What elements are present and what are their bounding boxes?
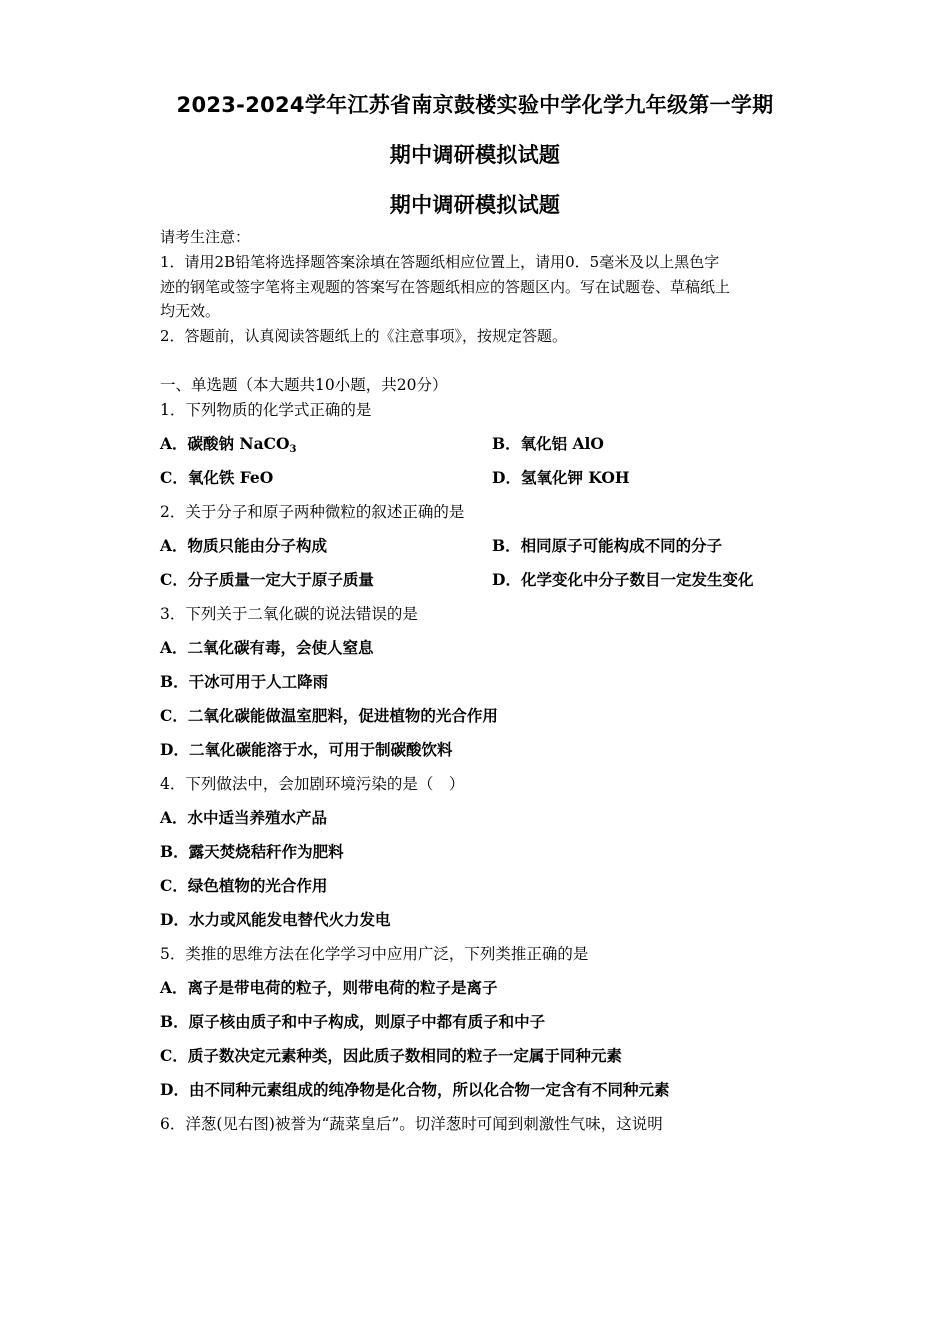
title-line-2: 期中调研模拟试题 xyxy=(389,143,561,167)
question-2-option-d: D．化学变化中分子数目一定发生变化 xyxy=(492,570,754,589)
question-3-option-d: D．二氧化碳能溶于水，可用于制碳酸饮料 xyxy=(160,740,453,759)
question-5-stem: 5．类推的思维方法在化学学习中应用广泛，下列类推正确的是 xyxy=(160,945,589,963)
notice-item-1-line-2: 迹的钢笔或签字笔将主观题的答案写在答题纸相应的答题区内。写在试题卷、草稿纸上 xyxy=(160,278,731,296)
question-2-option-c: C．分子质量一定大于原子质量 xyxy=(160,570,374,589)
notice-heading: 请考生注意： xyxy=(160,228,251,246)
question-5-option-d: D．由不同种元素组成的纯净物是化合物，所以化合物一定含有不同种元素 xyxy=(160,1080,670,1099)
question-5-option-c: C．质子数决定元素种类，因此质子数相同的粒子一定属于同种元素 xyxy=(160,1046,622,1065)
question-1-option-a xyxy=(160,434,296,460)
notice-item-2: 2．答题前，认真阅读答题纸上的《注意事项》，按规定答题。 xyxy=(160,327,568,345)
question-4-option-b: B．露天焚烧秸秆作为肥料 xyxy=(160,842,344,861)
question-2-option-a: A．物质只能由分子构成 xyxy=(160,536,328,555)
notice-item-1-line-1: 1．请用2B铅笔将选择题答案涂填在答题纸相应位置上，请用0．5毫米及以上黑色字 xyxy=(160,253,720,271)
question-1-stem: 1．下列物质的化学式正确的是 xyxy=(160,401,372,419)
question-2-stem: 2．关于分子和原子两种微粒的叙述正确的是 xyxy=(160,503,465,521)
question-6-stem: 6．洋葱(见右图)被誉为“蔬菜皇后”。切洋葱时可闻到刺激性气味，这说明 xyxy=(160,1115,663,1133)
question-2-option-b: B．相同原子可能构成不同的分子 xyxy=(492,536,723,555)
title-line-1: 2023-2024学年江苏省南京鼓楼实验中学化学九年级第一学期 xyxy=(176,93,774,117)
question-3-stem: 3．下列关于二氧化碳的说法错误的是 xyxy=(160,605,418,623)
question-1-option-c: C．氧化铁 FeO xyxy=(160,468,274,487)
notice-item-1-line-3: 均无效。 xyxy=(160,302,221,320)
section-heading: 一、单选题（本大题共10小题，共20分） xyxy=(160,376,448,394)
question-4-option-c: C．绿色植物的光合作用 xyxy=(160,876,328,895)
question-5-option-b: B．原子核由质子和中子构成，则原子中都有质子和中子 xyxy=(160,1012,546,1031)
question-3-option-a: A．二氧化碳有毒，会使人窒息 xyxy=(160,638,374,657)
question-4-option-a: A．水中适当养殖水产品 xyxy=(160,808,328,827)
question-3-option-b: B．干冰可用于人工降雨 xyxy=(160,672,329,691)
question-3-option-c: C．二氧化碳能做温室肥料，促进植物的光合作用 xyxy=(160,706,498,725)
question-1-option-a-subscript: 3 xyxy=(289,444,297,455)
title-line-3: 期中调研模拟试题 xyxy=(389,193,561,217)
question-4-stem: 4．下列做法中，会加剧环境污染的是（ ） xyxy=(160,775,465,793)
question-1-option-a-text: A．碳酸钠 NaCO xyxy=(160,434,290,453)
question-1-option-b: B．氧化铝 AlO xyxy=(492,434,604,453)
question-5-option-a: A．离子是带电荷的粒子，则带电荷的粒子是离子 xyxy=(160,978,498,997)
question-1-option-d: D．氢氧化钾 KOH xyxy=(492,468,630,487)
question-4-option-d: D．水力或风能发电替代火力发电 xyxy=(160,910,391,929)
